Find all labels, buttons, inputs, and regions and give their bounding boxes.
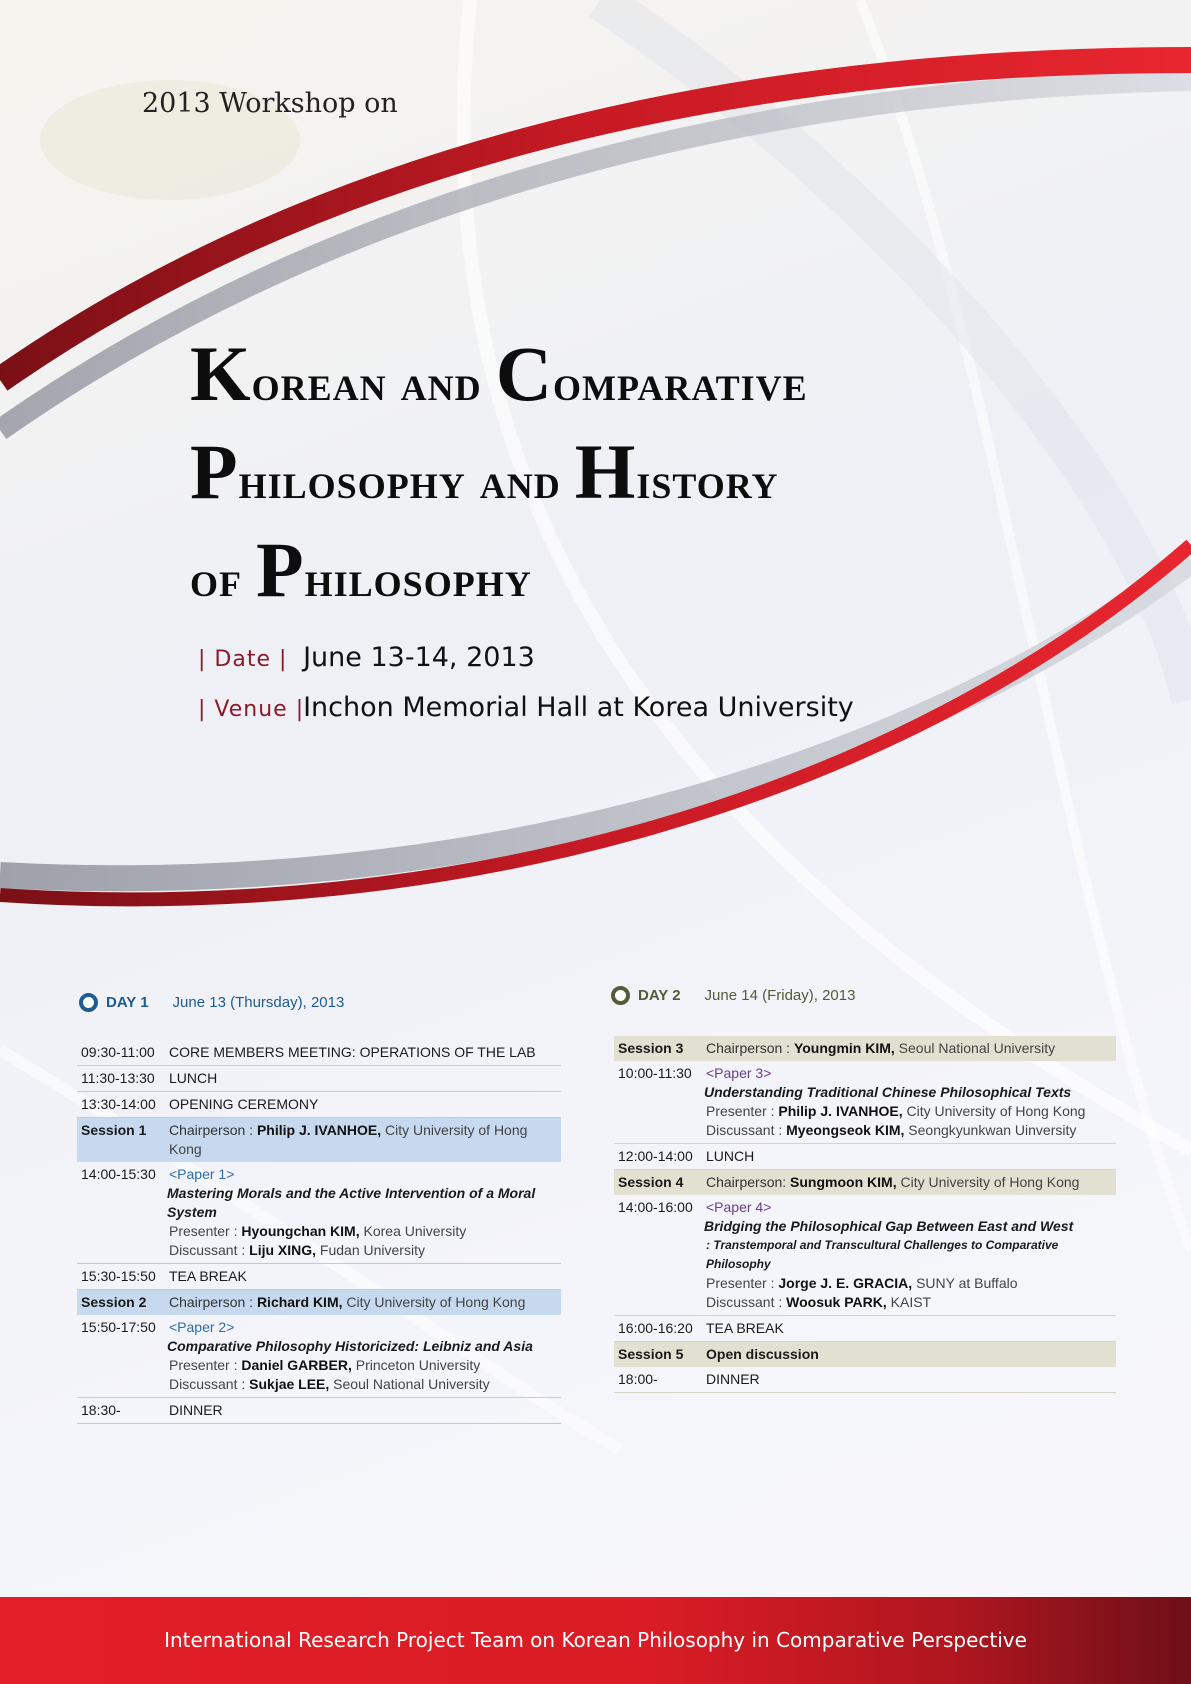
person-name: Woosuk PARK, (786, 1294, 887, 1310)
title-line (190, 330, 1090, 428)
paper-subtitle: : Transtemporal and Transcultural Challenges to Comparative Philosophy (706, 1238, 1059, 1271)
chair-name: Youngmin KIM, (793, 1040, 895, 1056)
event-text: LUNCH (169, 1070, 218, 1086)
person-affiliation: Seongkyunkwan Uinversity (904, 1122, 1077, 1138)
schedule-row (614, 1036, 1116, 1061)
person-role: Discussant : (169, 1242, 250, 1258)
workshop-title (190, 330, 1090, 624)
person-name: Philip J. IVANHOE, (778, 1103, 903, 1119)
day2-table (614, 1036, 1116, 1393)
day1-date: June 13 (Thursday), 2013 (172, 994, 345, 1011)
schedule-row (77, 1290, 561, 1316)
schedule-row (614, 1195, 1116, 1316)
schedule-cell (77, 1092, 165, 1118)
schedule-cell (614, 1036, 702, 1061)
person-name: Hyoungchan KIM, (241, 1223, 360, 1239)
schedule-row (77, 1162, 561, 1264)
session-label: Session 1 (81, 1122, 147, 1138)
paper-title: Mastering Morals and the Active Intervention of a Moral System (167, 1185, 536, 1220)
person-role: Presenter : (169, 1223, 242, 1239)
paper-number: <Paper 3> (706, 1065, 772, 1081)
schedule-row (77, 1066, 561, 1092)
person-line (169, 1356, 557, 1375)
schedule-cell (77, 1118, 165, 1163)
paper-title: Understanding Traditional Chinese Philosophical Texts (704, 1084, 1072, 1100)
schedule-row (77, 1040, 561, 1066)
person-role: Presenter : (706, 1103, 779, 1119)
day1-heading (79, 993, 344, 1012)
schedule-row (77, 1398, 561, 1424)
schedule-cell (702, 1170, 1116, 1196)
title-segment: istory (636, 453, 779, 510)
day2-heading (611, 986, 855, 1005)
schedule-cell (614, 1170, 702, 1196)
person-affiliation: Korea University (359, 1223, 467, 1239)
time-cell: 11:30-13:30 (81, 1070, 155, 1086)
time-cell: 18:00- (618, 1371, 658, 1387)
schedule-cell (165, 1264, 561, 1290)
schedule-cell (165, 1066, 561, 1092)
schedule-cell (614, 1316, 702, 1342)
person-role: Discussant : (706, 1122, 787, 1138)
event-text: LUNCH (706, 1148, 755, 1164)
person-affiliation: Fudan University (316, 1242, 425, 1258)
schedule-cell (614, 1144, 702, 1170)
day1-schedule (77, 1040, 561, 1424)
date-label: | Date | (198, 647, 288, 672)
person-affiliation: KAIST (886, 1294, 932, 1310)
person-role: Discussant : (169, 1376, 250, 1392)
day2-date: June 14 (Friday), 2013 (704, 987, 856, 1004)
paper-number: <Paper 2> (169, 1319, 235, 1335)
title-segment: orean and (251, 355, 496, 412)
chair-affiliation: City University of Hong Kong (169, 1122, 528, 1157)
person-line (706, 1121, 1112, 1140)
date-row (198, 642, 535, 673)
event-text: TEA BREAK (706, 1320, 784, 1336)
title-line (190, 428, 1090, 526)
schedule-cell (702, 1061, 1116, 1144)
schedule-cell (702, 1316, 1116, 1342)
venue-label: | Venue | (198, 697, 305, 722)
session-label: Session 4 (618, 1174, 684, 1190)
footer-text: International Research Project Team on Korean Philosophy in Comparative Perspective (164, 1628, 1027, 1652)
schedule-cell (165, 1118, 561, 1163)
schedule-row (614, 1144, 1116, 1170)
time-cell: 13:30-14:00 (81, 1096, 156, 1112)
day2-label: DAY 2 (638, 987, 681, 1004)
person-name: Daniel GARBER, (241, 1357, 352, 1373)
person-line (706, 1293, 1112, 1312)
schedule-cell (77, 1398, 165, 1424)
chair-label: Chairperson : (169, 1294, 257, 1310)
chair-name: Philip J. IVANHOE, (256, 1122, 382, 1138)
person-line (169, 1375, 557, 1394)
schedule-cell (77, 1264, 165, 1290)
event-text: TEA BREAK (169, 1268, 247, 1284)
chair-label: Chairperson : (169, 1122, 257, 1138)
circle-bullet-icon (611, 986, 630, 1005)
person-affiliation: SUNY at Buffalo (912, 1275, 1018, 1291)
person-name: Jorge J. E. GRACIA, (778, 1275, 913, 1291)
title-segment: omparative (553, 355, 808, 412)
time-cell: 10:00-11:30 (618, 1065, 692, 1081)
schedule-cell (77, 1290, 165, 1316)
schedule-cell (614, 1342, 702, 1368)
session-label: Session 2 (81, 1294, 147, 1310)
paper-title: Bridging the Philosophical Gap Between East and West (704, 1218, 1074, 1234)
day2-schedule (614, 1036, 1116, 1393)
day1-table (77, 1040, 561, 1424)
schedule-cell (702, 1144, 1116, 1170)
time-cell: 12:00-14:00 (618, 1148, 693, 1164)
schedule-cell (702, 1036, 1116, 1061)
time-cell: 14:00-16:00 (618, 1199, 693, 1215)
schedule-row (77, 1092, 561, 1118)
schedule-cell (77, 1066, 165, 1092)
person-affiliation: Princeton University (351, 1357, 481, 1373)
person-line (169, 1241, 557, 1260)
schedule-row (77, 1315, 561, 1398)
title-segment: H (574, 428, 637, 515)
person-role: Presenter : (169, 1357, 242, 1373)
venue-value: Inchon Memorial Hall at Korea University (303, 692, 854, 723)
schedule-cell (165, 1040, 561, 1066)
footer-banner (0, 1597, 1191, 1684)
session-label: Session 5 (618, 1346, 684, 1362)
title-segment: C (495, 330, 554, 417)
schedule-cell (165, 1092, 561, 1118)
title-segment: of (190, 551, 256, 608)
person-line (706, 1102, 1112, 1121)
schedule-cell (614, 1195, 702, 1316)
schedule-row (614, 1367, 1116, 1393)
chair-affiliation: City University of Hong Kong (342, 1294, 526, 1310)
schedule-cell (702, 1342, 1116, 1368)
workshop-subtitle: 2013 Workshop on (142, 88, 398, 119)
schedule-cell (614, 1367, 702, 1393)
schedule-cell (165, 1290, 561, 1316)
paper-number: <Paper 4> (706, 1199, 772, 1215)
title-segment: P (190, 428, 239, 515)
person-affiliation: Seoul National University (329, 1376, 490, 1392)
person-line (169, 1222, 557, 1241)
date-value: June 13-14, 2013 (303, 642, 535, 673)
person-role: Discussant : (706, 1294, 787, 1310)
schedule-cell (77, 1040, 165, 1066)
schedule-cell (165, 1315, 561, 1398)
time-cell: 14:00-15:30 (81, 1166, 156, 1182)
title-segment: hilosophy and (238, 453, 575, 510)
schedule-row (614, 1342, 1116, 1368)
time-cell: 16:00-16:20 (618, 1320, 693, 1336)
chair-affiliation: Seoul National University (894, 1040, 1056, 1056)
person-name: Myeongseok KIM, (786, 1122, 905, 1138)
schedule-cell (165, 1398, 561, 1424)
chair-label: Chairperson : (706, 1040, 794, 1056)
person-role: Presenter : (706, 1275, 779, 1291)
schedule-row (614, 1170, 1116, 1196)
circle-bullet-icon (79, 993, 98, 1012)
person-affiliation: City University of Hong Kong (902, 1103, 1086, 1119)
time-cell: 15:50-17:50 (81, 1319, 156, 1335)
person-name: Sukjae LEE, (249, 1376, 330, 1392)
schedule-cell (702, 1195, 1116, 1316)
schedule-cell (77, 1315, 165, 1398)
event-text: DINNER (706, 1371, 760, 1387)
schedule-cell (77, 1162, 165, 1264)
event-text: OPENING CEREMONY (169, 1096, 319, 1112)
title-segment: P (256, 526, 305, 613)
schedule-row (77, 1264, 561, 1290)
session-label: Session 3 (618, 1040, 684, 1056)
session-text: Open discussion (706, 1346, 819, 1362)
day1-label: DAY 1 (106, 994, 149, 1011)
schedule-cell (614, 1061, 702, 1144)
schedule-row (614, 1061, 1116, 1144)
schedule-row (77, 1118, 561, 1163)
time-cell: 09:30-11:00 (81, 1044, 155, 1060)
paper-number: <Paper 1> (169, 1166, 235, 1182)
schedule-cell (165, 1162, 561, 1264)
person-line (706, 1274, 1112, 1293)
chair-name: Sungmoon KIM, (790, 1174, 897, 1190)
title-line (190, 526, 1090, 624)
chair-affiliation: City University of Hong Kong (896, 1174, 1080, 1190)
schedule-row (614, 1316, 1116, 1342)
event-text: CORE MEMBERS MEETING: OPERATIONS OF THE LAB (169, 1044, 536, 1060)
time-cell: 18:30- (81, 1402, 121, 1418)
event-text: DINNER (169, 1402, 223, 1418)
paper-title: Comparative Philosophy Historicized: Leibniz and Asia (167, 1338, 533, 1354)
venue-row (198, 692, 854, 723)
person-name: Liju XING, (249, 1242, 317, 1258)
chair-name: Richard KIM, (256, 1294, 343, 1310)
chair-label: Chairperson: (706, 1174, 791, 1190)
time-cell: 15:30-15:50 (81, 1268, 156, 1284)
title-segment: hilosophy (304, 551, 532, 608)
title-segment: K (190, 330, 252, 417)
schedule-cell (702, 1367, 1116, 1393)
